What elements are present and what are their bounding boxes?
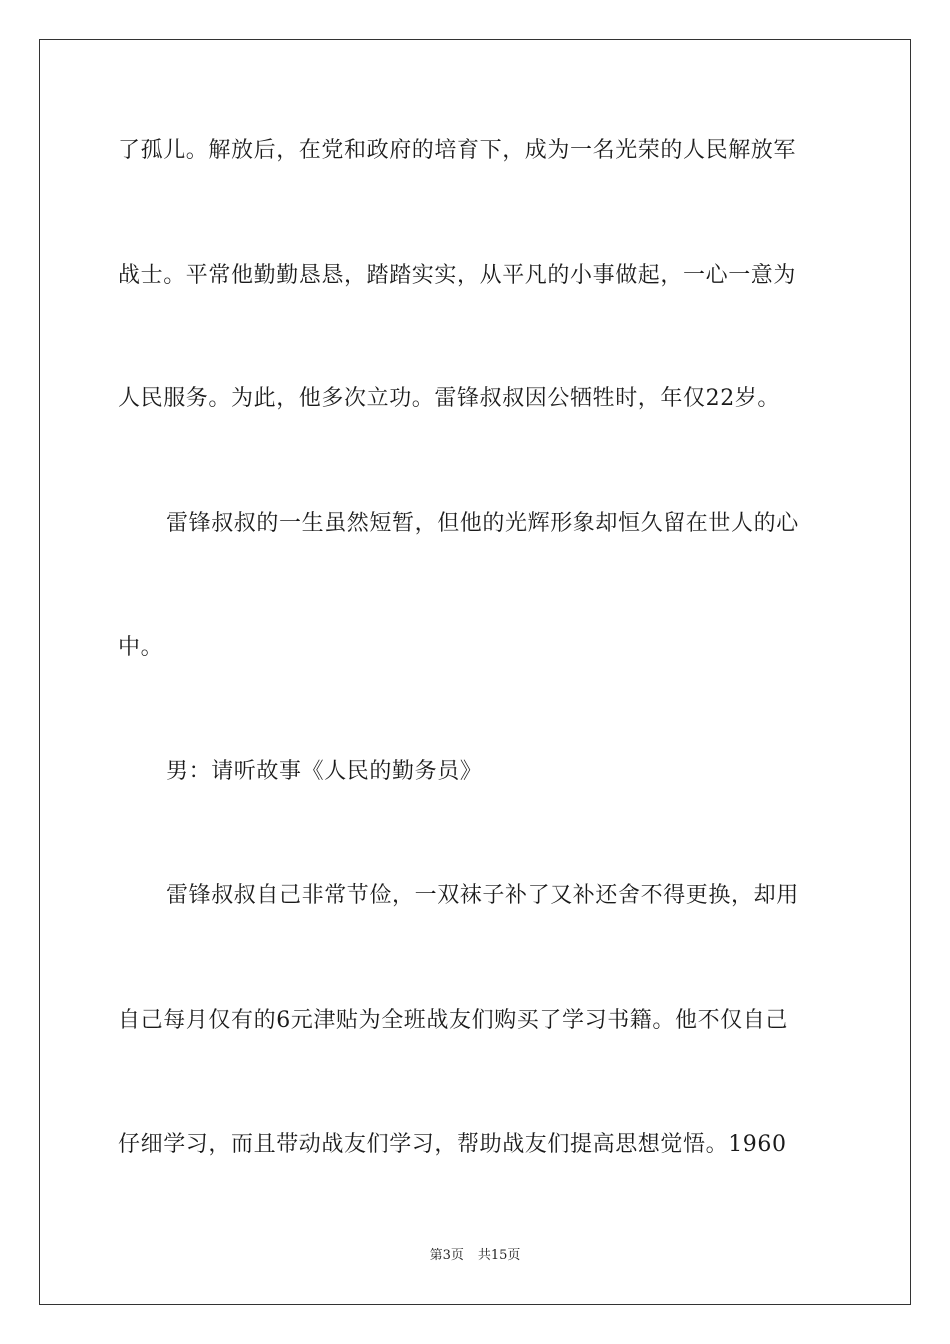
section-heading: 男：请听故事《人民的勤务员》	[166, 759, 483, 784]
paragraph-line: 中。	[118, 635, 164, 660]
paragraph-line: 了孤儿。解放后，在党和政府的培育下，成为一名光荣的人民解放军	[118, 138, 797, 163]
page-number: 第3页	[429, 1248, 464, 1263]
paragraph-line: 雷锋叔叔的一生虽然短暂，但他的光辉形象却恒久留在世人的心	[166, 511, 799, 536]
paragraph-line: 人民服务。为此，他多次立功。雷锋叔叔因公牺牲时，年仅22岁。	[118, 386, 780, 411]
total-pages: 共15页	[477, 1248, 521, 1263]
paragraph-line: 仔细学习，而且带动战友们学习，帮助战友们提高思想觉悟。1960	[118, 1132, 787, 1157]
page-footer	[0, 1246, 950, 1266]
paragraph-line: 自己每月仅有的6元津贴为全班战友们购买了学习书籍。他不仅自己	[118, 1008, 788, 1033]
page-border	[39, 39, 911, 1305]
paragraph-line: 雷锋叔叔自己非常节俭，一双袜子补了又补还舍不得更换，却用	[166, 883, 799, 908]
paragraph-line: 战士。平常他勤勤恳恳，踏踏实实，从平凡的小事做起，一心一意为	[118, 263, 797, 288]
